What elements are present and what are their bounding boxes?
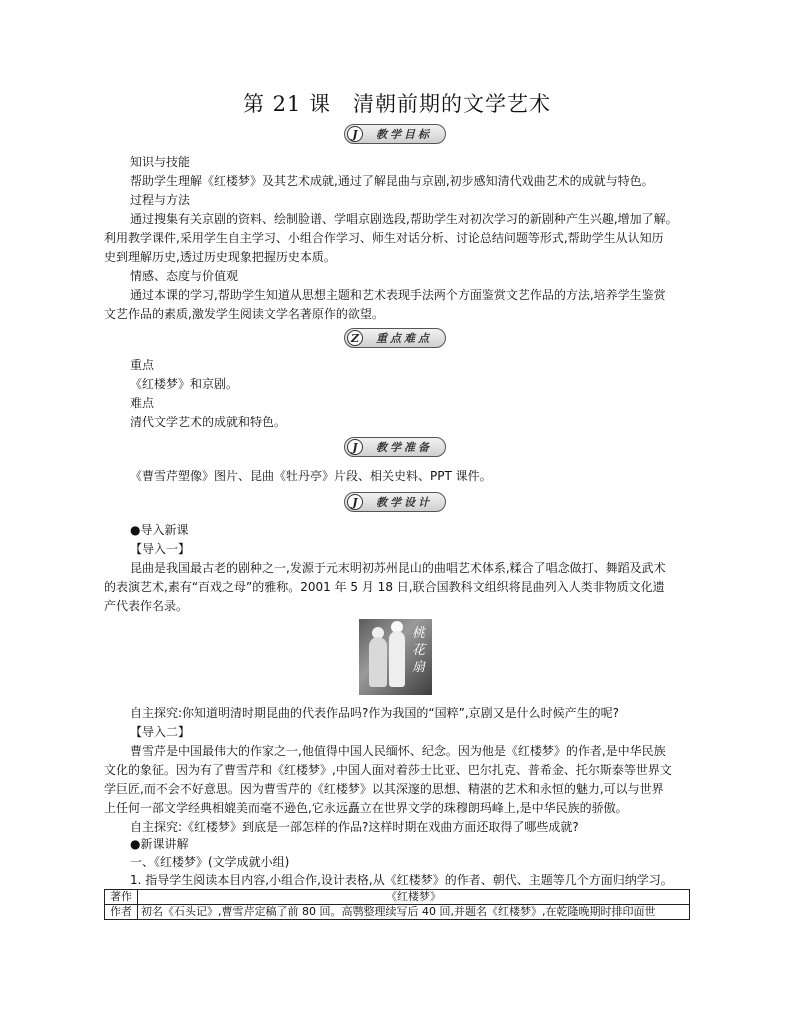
- badge-label: 教学目标: [376, 128, 432, 141]
- intro1-line: 产代表作名录。: [104, 599, 189, 613]
- preparation-text: 《曹雪芹塑像》图片、昆曲《牡丹亭》片段、相关史料、PPT 课件。: [130, 469, 492, 483]
- intro2-line: 文化的象征。因为有了曹雪芹和《红楼梦》,中国人面对着莎士比亚、巴尔扎克、普希金、托尔斯泰等世界文: [104, 763, 672, 777]
- badge-label: 教学设计: [376, 496, 432, 509]
- table-row: [105, 890, 690, 905]
- process-line: 利用教学课件,采用学生自主学习、小组合作学习、师生对话分析、讨论总结问题等形式,帮助学生从认知历: [104, 231, 664, 245]
- difficulty-text: 清代文学艺术的成就和特色。: [130, 415, 287, 429]
- intro1-label: 【导入一】: [130, 542, 191, 556]
- badge-letter-icon: Z: [347, 330, 363, 346]
- key-heading: 重点: [130, 358, 155, 372]
- intro1-line: 昆曲是我国最古老的剧种之一,发源于元末明初苏州昆山的曲唱艺术体系,糅合了唱念做打、舞蹈及武术: [130, 561, 666, 575]
- summary-table: [104, 889, 690, 920]
- badge-letter-icon: J: [347, 126, 363, 142]
- badge-letter-icon: J: [347, 439, 363, 455]
- intro1-line: 的表演艺术,素有“百戏之母”的雅称。2001 年 5 月 18 日,联合国教科文组织将昆曲列入人类非物质文化遗: [104, 580, 665, 594]
- emotion-line: 通过本课的学习,帮助学生知道从思想主题和艺术表现手法两个方面鉴赏文艺作品的方法,培养学生鉴赏: [130, 288, 666, 302]
- intro2-line: 上任何一部文学经典相媲美而毫不逊色,它永远矗立在世界文学的珠穆朗玛峰上,是中华民族的骄傲。: [104, 801, 628, 815]
- explore2-text: 自主探究:《红楼梦》到底是一部怎样的作品?这样时期在戏曲方面还取得了哪些成就?: [130, 820, 579, 834]
- new-lesson-heading: ●新课讲解: [130, 837, 189, 851]
- process-heading: 过程与方法: [130, 193, 191, 207]
- table-cell-head: 著作: [105, 890, 138, 905]
- section-badge-preparation: [344, 437, 446, 457]
- knowledge-text: 帮助学生理解《红楼梦》及其艺术成就,通过了解昆曲与京剧,初步感知清代戏曲艺术的成就与特色。: [130, 174, 654, 188]
- table-cell: 《红楼梦》: [138, 890, 690, 905]
- step1-text: 1. 指导学生阅读本目内容,小组合作,设计表格,从《红楼梦》的作者、朝代、主题等几个方面归纳学习。: [130, 873, 673, 887]
- explore1-text: 自主探究:你知道明清时期昆曲的代表作品吗?作为我国的“国粹”,京剧又是什么时候产生的呢?: [130, 706, 620, 720]
- kunqu-opera-photo: [359, 619, 432, 695]
- section-badge-keypoints: [344, 328, 446, 348]
- photo-calligraphy: 桃花扇: [412, 626, 426, 675]
- section-badge-design: [344, 492, 446, 512]
- table-cell-head: 作者: [105, 905, 138, 920]
- lesson-title: 第 21 课 清朝前期的文学艺术: [242, 92, 552, 116]
- intro2-line: 学巨匠,而不会不好意思。因为曹雪芹的《红楼梦》以其深邃的思想、精湛的艺术和永恒的魅力,可以与世界: [104, 782, 664, 796]
- emotion-heading: 情感、态度与价值观: [130, 269, 239, 283]
- key-text: 《红楼梦》和京剧。: [130, 377, 239, 391]
- section1-heading: 一、《红楼梦》(文学成就小组): [130, 855, 290, 869]
- intro2-label: 【导入二】: [130, 725, 191, 739]
- table-row: [105, 905, 690, 920]
- badge-label: 重点难点: [376, 332, 432, 345]
- difficulty-heading: 难点: [130, 396, 155, 410]
- badge-letter-icon: J: [347, 494, 363, 510]
- badge-label: 教学准备: [376, 441, 432, 454]
- intro2-line: 曹雪芹是中国最伟大的作家之一,他值得中国人民缅怀、纪念。因为他是《红楼梦》的作者,是中华民族: [130, 744, 666, 758]
- intro-heading: ●导入新课: [130, 523, 189, 537]
- knowledge-heading: 知识与技能: [130, 155, 191, 169]
- emotion-line: 文艺作品的素质,激发学生阅读文学名著原作的欲望。: [104, 307, 384, 321]
- section-badge-objectives: [344, 124, 446, 144]
- process-line: 通过搜集有关京剧的资料、绘制脸谱、学唱京剧选段,帮助学生对初次学习的新剧种产生兴趣,增加了解。: [130, 212, 678, 226]
- table-cell: 初名《石头记》,曹雪芹定稿了前 80 回。高鹗整理续写后 40 回,并题名《红楼梦》,在乾隆晚期时排印面世: [138, 905, 690, 920]
- process-line: 史到理解历史,透过历史现象把握历史本质。: [104, 250, 336, 264]
